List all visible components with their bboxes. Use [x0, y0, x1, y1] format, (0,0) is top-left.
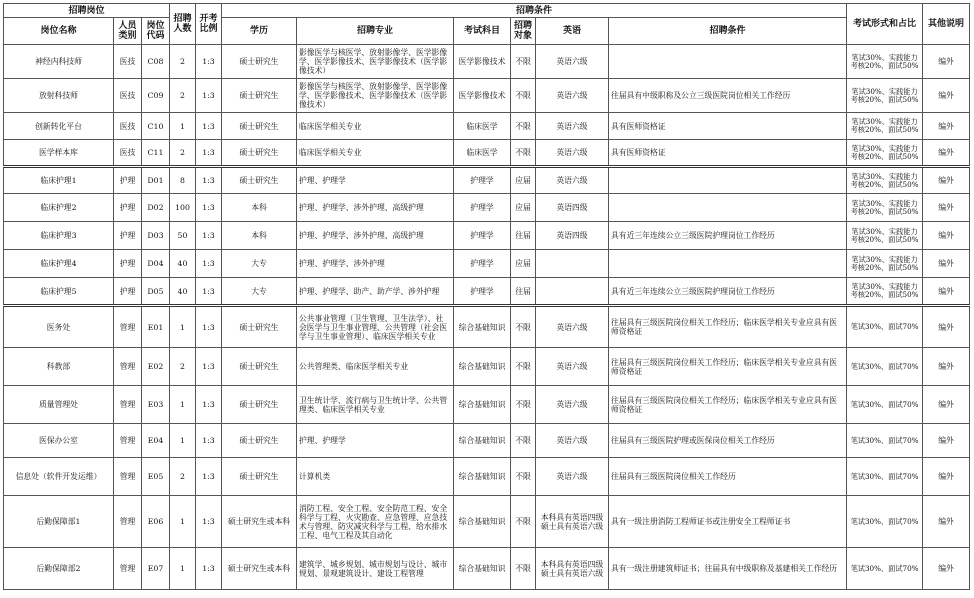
cell-subject: 医学影像技术	[454, 45, 511, 79]
cell-major: 临床医学相关专业	[297, 140, 454, 167]
cell-conditions: 往届具有三级医院岗位相关工作经历；临床医学相关专业应具有医师资格证	[609, 348, 847, 386]
cell-post-name: 后勤保障部1	[4, 496, 114, 548]
cell-staff-type: 护理	[114, 222, 142, 250]
cell-education: 大专	[222, 250, 297, 278]
cell-ratio: 1:3	[196, 306, 222, 348]
cell-conditions	[609, 167, 847, 194]
cell-other: 编外	[923, 458, 970, 496]
cell-staff-type: 护理	[114, 250, 142, 278]
cell-target: 不限	[511, 548, 536, 590]
cell-post-name: 科教部	[4, 348, 114, 386]
cell-staff-type: 管理	[114, 496, 142, 548]
cell-post-name: 临床护理5	[4, 278, 114, 306]
cell-post-name: 医学样本库	[4, 140, 114, 167]
cell-target: 不限	[511, 496, 536, 548]
cell-staff-type: 管理	[114, 348, 142, 386]
cell-subject: 护理学	[454, 278, 511, 306]
cell-other: 编外	[923, 113, 970, 140]
cell-post-name: 后勤保障部2	[4, 548, 114, 590]
cell-education: 本科	[222, 222, 297, 250]
table-row	[4, 45, 970, 79]
cell-staff-type: 护理	[114, 167, 142, 194]
cell-ratio: 1:3	[196, 167, 222, 194]
cell-conditions: 往届具有三级医院护理或医保岗位相关工作经历	[609, 424, 847, 458]
cell-conditions: 往届具有三级医院岗位相关工作经历	[609, 458, 847, 496]
cell-post-name: 质量管理处	[4, 386, 114, 424]
cell-post-code: D03	[142, 222, 170, 250]
table-row	[4, 167, 970, 194]
cell-post-name: 临床护理3	[4, 222, 114, 250]
cell-english: 英语四级	[536, 222, 609, 250]
cell-post-code: C11	[142, 140, 170, 167]
cell-count: 8	[170, 167, 196, 194]
header-ratio: 开考比例	[196, 4, 222, 45]
table-row	[4, 386, 970, 424]
cell-other: 编外	[923, 386, 970, 424]
cell-target: 不限	[511, 458, 536, 496]
cell-major: 计算机类	[297, 458, 454, 496]
cell-english	[536, 250, 609, 278]
cell-subject: 综合基础知识	[454, 424, 511, 458]
cell-major: 影像医学与核医学、放射影像学、医学影像学、医学影像技术、医学影像技术（医学影像技术）	[297, 79, 454, 113]
cell-major: 公共事业管理（卫生管理、卫生法学）、社会医学与卫生事业管理、公共管理（社会医学与卫生事业管理）、临床医学相关专业	[297, 306, 454, 348]
cell-ratio: 1:3	[196, 278, 222, 306]
cell-other: 编外	[923, 79, 970, 113]
cell-exam-form: 笔试30%、面试70%	[847, 458, 923, 496]
cell-other: 编外	[923, 140, 970, 167]
cell-ratio: 1:3	[196, 45, 222, 79]
cell-ratio: 1:3	[196, 424, 222, 458]
cell-exam-form: 笔试30%、面试70%	[847, 548, 923, 590]
cell-major: 护理、护理学、涉外护理、高级护理	[297, 222, 454, 250]
table-row	[4, 306, 970, 348]
cell-ratio: 1:3	[196, 140, 222, 167]
cell-education: 硕士研究生或本科	[222, 548, 297, 590]
cell-major: 影像医学与核医学、放射影像学、医学影像学、医学影像技术、医学影像技术（医学影像技术）	[297, 45, 454, 79]
cell-count: 40	[170, 250, 196, 278]
cell-subject: 综合基础知识	[454, 348, 511, 386]
cell-education: 硕士研究生	[222, 167, 297, 194]
cell-conditions: 往届具有中级职称及公立三级医院岗位相关工作经历	[609, 79, 847, 113]
cell-count: 2	[170, 79, 196, 113]
cell-target: 应届	[511, 194, 536, 222]
cell-other: 编外	[923, 222, 970, 250]
cell-education: 硕士研究生	[222, 458, 297, 496]
cell-exam-form: 笔试30%、实践能力考核20%、面试50%	[847, 194, 923, 222]
cell-count: 2	[170, 348, 196, 386]
cell-subject: 综合基础知识	[454, 386, 511, 424]
cell-english: 英语六级	[536, 167, 609, 194]
cell-conditions: 具有一级注册消防工程师证书或注册安全工程师证书	[609, 496, 847, 548]
cell-conditions: 具有近三年连续公立三级医院护理岗位工作经历	[609, 222, 847, 250]
cell-count: 40	[170, 278, 196, 306]
cell-other: 编外	[923, 348, 970, 386]
cell-subject: 综合基础知识	[454, 548, 511, 590]
cell-post-name: 医保办公室	[4, 424, 114, 458]
cell-ratio: 1:3	[196, 113, 222, 140]
table-row	[4, 278, 970, 306]
cell-conditions: 具有近三年连续公立三级医院护理岗位工作经历	[609, 278, 847, 306]
cell-english: 英语六级	[536, 45, 609, 79]
cell-english: 英语六级	[536, 140, 609, 167]
cell-staff-type: 管理	[114, 458, 142, 496]
cell-staff-type: 管理	[114, 386, 142, 424]
cell-post-code: D05	[142, 278, 170, 306]
cell-count: 2	[170, 140, 196, 167]
cell-major: 护理、护理学	[297, 167, 454, 194]
cell-exam-form: 笔试30%、实践能力考核20%、面试50%	[847, 140, 923, 167]
cell-exam-form: 笔试30%、实践能力考核20%、面试50%	[847, 167, 923, 194]
header-exam-form: 考试形式和占比	[847, 4, 923, 45]
header-english: 英语	[536, 18, 609, 45]
cell-subject: 综合基础知识	[454, 306, 511, 348]
cell-post-code: E07	[142, 548, 170, 590]
cell-post-name: 信息处（软件开发运维）	[4, 458, 114, 496]
cell-major: 护理、护理学	[297, 424, 454, 458]
cell-target: 应届	[511, 250, 536, 278]
cell-post-code: E06	[142, 496, 170, 548]
header-major: 招聘专业	[297, 18, 454, 45]
cell-english: 英语六级	[536, 113, 609, 140]
cell-other: 编外	[923, 250, 970, 278]
cell-exam-form: 笔试30%、面试70%	[847, 496, 923, 548]
cell-conditions	[609, 250, 847, 278]
cell-staff-type: 管理	[114, 424, 142, 458]
header-group-conditions: 招聘条件	[222, 4, 847, 18]
cell-major: 公共管理类、临床医学相关专业	[297, 348, 454, 386]
header-post-name: 岗位名称	[4, 18, 114, 45]
cell-target: 不限	[511, 113, 536, 140]
cell-ratio: 1:3	[196, 496, 222, 548]
cell-post-code: D04	[142, 250, 170, 278]
header-count: 招聘人数	[170, 4, 196, 45]
cell-education: 硕士研究生	[222, 424, 297, 458]
cell-other: 编外	[923, 278, 970, 306]
cell-subject: 综合基础知识	[454, 496, 511, 548]
cell-other: 编外	[923, 424, 970, 458]
cell-exam-form: 笔试30%、实践能力考核20%、面试50%	[847, 45, 923, 79]
cell-count: 1	[170, 306, 196, 348]
cell-staff-type: 管理	[114, 548, 142, 590]
cell-post-code: E02	[142, 348, 170, 386]
cell-major: 建筑学、城乡规划、城市规划与设计、城市规划、景观建筑设计、建设工程管理	[297, 548, 454, 590]
cell-post-name: 神经内科技师	[4, 45, 114, 79]
cell-staff-type: 医技	[114, 140, 142, 167]
cell-post-code: E04	[142, 424, 170, 458]
cell-exam-form: 笔试30%、面试70%	[847, 386, 923, 424]
cell-subject: 综合基础知识	[454, 458, 511, 496]
cell-other: 编外	[923, 167, 970, 194]
cell-count: 1	[170, 113, 196, 140]
cell-major: 卫生统计学、流行病与卫生统计学、公共管理类、临床医学相关专业	[297, 386, 454, 424]
cell-exam-form: 笔试30%、实践能力考核20%、面试50%	[847, 222, 923, 250]
cell-english: 英语六级	[536, 458, 609, 496]
table-row	[4, 250, 970, 278]
cell-other: 编外	[923, 306, 970, 348]
cell-ratio: 1:3	[196, 194, 222, 222]
cell-major: 消防工程、安全工程、安全防范工程、安全科学与工程、火灾勘查、应急管理、应急技术与管理、防灾减灾科学与工程、给水排水工程、电气工程及其自动化	[297, 496, 454, 548]
cell-post-name: 临床护理2	[4, 194, 114, 222]
cell-target: 应届	[511, 167, 536, 194]
header-target: 招聘对象	[511, 18, 536, 45]
cell-target: 不限	[511, 140, 536, 167]
cell-major: 护理、护理学、涉外护理、高级护理	[297, 194, 454, 222]
cell-post-name: 医务处	[4, 306, 114, 348]
cell-target: 不限	[511, 306, 536, 348]
cell-subject: 临床医学	[454, 113, 511, 140]
cell-english: 英语六级	[536, 306, 609, 348]
table-row	[4, 194, 970, 222]
cell-ratio: 1:3	[196, 222, 222, 250]
cell-post-code: D02	[142, 194, 170, 222]
cell-post-code: C09	[142, 79, 170, 113]
cell-count: 1	[170, 386, 196, 424]
cell-target: 不限	[511, 424, 536, 458]
cell-post-name: 创新转化平台	[4, 113, 114, 140]
cell-conditions: 往届具有三级医院岗位相关工作经历；临床医学相关专业应具有医师资格证	[609, 306, 847, 348]
cell-staff-type: 管理	[114, 306, 142, 348]
cell-conditions: 具有医师资格证	[609, 140, 847, 167]
cell-count: 2	[170, 458, 196, 496]
cell-major: 临床医学相关专业	[297, 113, 454, 140]
header-subject: 考试科目	[454, 18, 511, 45]
cell-ratio: 1:3	[196, 386, 222, 424]
cell-other: 编外	[923, 496, 970, 548]
recruitment-table	[3, 3, 970, 590]
table-body	[4, 45, 970, 590]
cell-subject: 医学影像技术	[454, 79, 511, 113]
cell-staff-type: 护理	[114, 278, 142, 306]
cell-education: 大专	[222, 278, 297, 306]
cell-english: 英语四级	[536, 194, 609, 222]
cell-education: 硕士研究生	[222, 79, 297, 113]
table-row	[4, 348, 970, 386]
header-staff-type: 人员类别	[114, 18, 142, 45]
cell-count: 2	[170, 45, 196, 79]
header-group-post: 招聘岗位	[4, 4, 170, 18]
cell-ratio: 1:3	[196, 79, 222, 113]
table-row	[4, 424, 970, 458]
cell-conditions: 往届具有三级医院岗位相关工作经历；临床医学相关专业应具有医师资格证	[609, 386, 847, 424]
cell-staff-type: 医技	[114, 45, 142, 79]
cell-english	[536, 278, 609, 306]
cell-ratio: 1:3	[196, 250, 222, 278]
header-other: 其他说明	[923, 4, 970, 45]
cell-staff-type: 护理	[114, 194, 142, 222]
cell-target: 往届	[511, 278, 536, 306]
cell-english: 英语六级	[536, 424, 609, 458]
cell-count: 1	[170, 424, 196, 458]
cell-target: 不限	[511, 386, 536, 424]
cell-other: 编外	[923, 194, 970, 222]
table-row	[4, 496, 970, 548]
recruitment-table-wrap	[3, 3, 969, 595]
cell-post-name: 临床护理4	[4, 250, 114, 278]
cell-education: 硕士研究生	[222, 386, 297, 424]
cell-count: 100	[170, 194, 196, 222]
cell-count: 1	[170, 496, 196, 548]
cell-subject: 护理学	[454, 250, 511, 278]
cell-subject: 护理学	[454, 167, 511, 194]
cell-exam-form: 笔试30%、面试70%	[847, 348, 923, 386]
cell-conditions	[609, 45, 847, 79]
cell-other: 编外	[923, 548, 970, 590]
cell-exam-form: 笔试30%、面试70%	[847, 424, 923, 458]
cell-subject: 护理学	[454, 194, 511, 222]
cell-education: 本科	[222, 194, 297, 222]
cell-subject: 临床医学	[454, 140, 511, 167]
cell-target: 不限	[511, 348, 536, 386]
cell-post-code: C10	[142, 113, 170, 140]
table-row	[4, 79, 970, 113]
cell-target: 不限	[511, 45, 536, 79]
cell-english: 英语六级	[536, 79, 609, 113]
cell-education: 硕士研究生	[222, 348, 297, 386]
table-row	[4, 222, 970, 250]
cell-subject: 护理学	[454, 222, 511, 250]
cell-count: 50	[170, 222, 196, 250]
cell-english: 英语六级	[536, 348, 609, 386]
cell-exam-form: 笔试30%、实践能力考核20%、面试50%	[847, 113, 923, 140]
cell-staff-type: 医技	[114, 113, 142, 140]
cell-count: 1	[170, 548, 196, 590]
cell-education: 硕士研究生或本科	[222, 496, 297, 548]
cell-conditions: 具有一级注册建筑师证书；往届具有中级职称及基建相关工作经历	[609, 548, 847, 590]
cell-other: 编外	[923, 45, 970, 79]
cell-exam-form: 笔试30%、实践能力考核20%、面试50%	[847, 79, 923, 113]
cell-ratio: 1:3	[196, 548, 222, 590]
table-row	[4, 458, 970, 496]
header-post-code: 岗位代码	[142, 18, 170, 45]
cell-major: 护理、护理学、助产、助产学、涉外护理	[297, 278, 454, 306]
cell-post-code: C08	[142, 45, 170, 79]
cell-staff-type: 医技	[114, 79, 142, 113]
cell-education: 硕士研究生	[222, 113, 297, 140]
cell-conditions: 具有医师资格证	[609, 113, 847, 140]
cell-post-code: E05	[142, 458, 170, 496]
header-education: 学历	[222, 18, 297, 45]
cell-post-name: 放射科技师	[4, 79, 114, 113]
header-conditions: 招聘条件	[609, 18, 847, 45]
cell-target: 不限	[511, 79, 536, 113]
cell-post-code: D01	[142, 167, 170, 194]
cell-education: 硕士研究生	[222, 45, 297, 79]
cell-english: 本科具有英语四级硕士具有英语六级	[536, 548, 609, 590]
table-row	[4, 548, 970, 590]
table-row	[4, 113, 970, 140]
cell-target: 往届	[511, 222, 536, 250]
cell-conditions	[609, 194, 847, 222]
cell-english: 英语六级	[536, 386, 609, 424]
cell-exam-form: 笔试30%、实践能力考核20%、面试50%	[847, 278, 923, 306]
cell-english: 本科具有英语四级硕士具有英语六级	[536, 496, 609, 548]
cell-post-code: E01	[142, 306, 170, 348]
cell-ratio: 1:3	[196, 348, 222, 386]
cell-major: 护理、护理学、涉外护理	[297, 250, 454, 278]
cell-education: 硕士研究生	[222, 306, 297, 348]
cell-exam-form: 笔试30%、实践能力考核20%、面试50%	[847, 250, 923, 278]
cell-education: 硕士研究生	[222, 140, 297, 167]
cell-post-name: 临床护理1	[4, 167, 114, 194]
cell-ratio: 1:3	[196, 458, 222, 496]
cell-post-code: E03	[142, 386, 170, 424]
table-row	[4, 140, 970, 167]
cell-exam-form: 笔试30%、面试70%	[847, 306, 923, 348]
